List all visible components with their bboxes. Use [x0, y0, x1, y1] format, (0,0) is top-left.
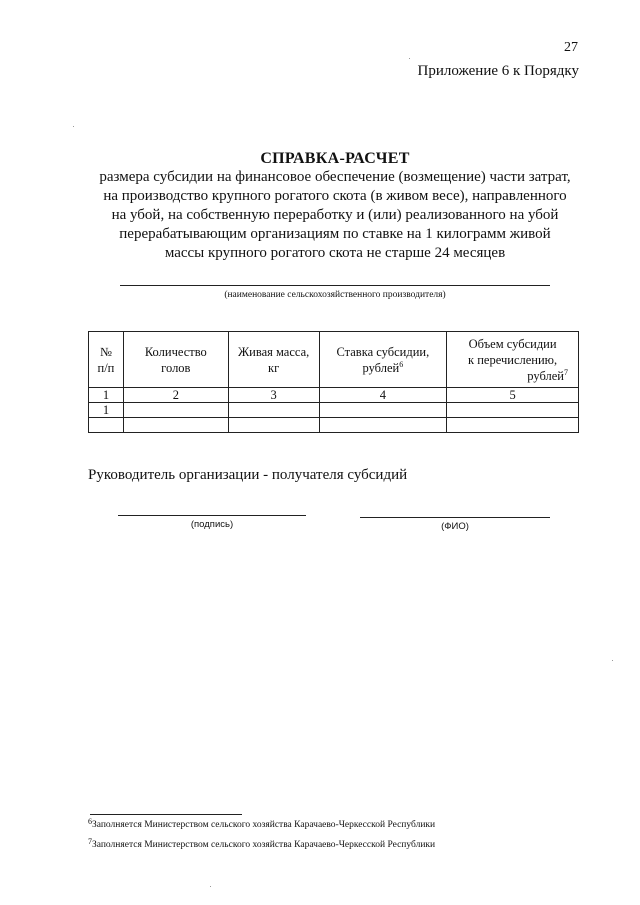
col-header-line: №: [99, 344, 112, 359]
footnote-text: Заполняется Министерством сельского хозяйства Карачаево-Черкесской Республики: [92, 820, 436, 830]
table-cell: [447, 403, 579, 418]
col-header-line: к перечислению,: [468, 352, 558, 367]
footnote-ref: 6: [399, 359, 404, 369]
col-header-line: Объем субсидии: [468, 336, 557, 351]
table-header-row: [89, 332, 579, 388]
producer-name-line: [120, 285, 550, 286]
col-header-line: рублей: [362, 360, 400, 375]
title-block: [70, 149, 600, 263]
col-header-number: [89, 332, 124, 388]
scan-speck: [210, 886, 211, 887]
col-header-line: голов: [161, 360, 191, 375]
subtitle-line: перерабатывающим организациям по ставке на 1 килограмм живой: [119, 226, 551, 242]
col-header-subsidy-amount: [447, 332, 579, 388]
calculation-table: [88, 331, 579, 433]
table-cell: [228, 418, 319, 433]
scan-speck: [409, 58, 410, 59]
table-cell: 2: [123, 388, 228, 403]
organization-head-label: Руководитель организации - получателя субсидий: [88, 467, 408, 483]
signature-line: [118, 515, 306, 516]
col-header-line: кг: [268, 360, 280, 375]
producer-caption: (наименование сельскохозяйственного производителя): [224, 290, 446, 300]
col-header-subsidy-rate: [319, 332, 447, 388]
subtitle-line: размера субсидии на финансовое обеспечение (возмещение) части затрат,: [99, 169, 571, 185]
subtitle-line: массы крупного рогатого скота не старше 24 месяцев: [164, 245, 506, 261]
fio-caption: (ФИО): [441, 521, 469, 532]
table-cell: 1: [89, 403, 124, 418]
table-cell: [123, 403, 228, 418]
col-header-line: Ставка субсидии,: [336, 344, 430, 359]
subtitle-line: на производство крупного рогатого скота (в живом весе), направленного: [103, 188, 567, 204]
table-cell: [89, 418, 124, 433]
table-row: [89, 388, 579, 403]
table-row: [89, 403, 579, 418]
appendix-label: Приложение 6 к Порядку: [417, 63, 579, 79]
col-header-line: Живая масса,: [237, 344, 310, 359]
col-header-line: Количество: [144, 344, 207, 359]
document-title: СПРАВКА-РАСЧЕТ: [260, 150, 410, 167]
footnote-mark: 7: [88, 837, 92, 846]
table-cell: 1: [89, 388, 124, 403]
scan-speck: [73, 126, 74, 127]
footnote: [88, 837, 436, 850]
table-cell: 5: [447, 388, 579, 403]
subtitle-line: на убой, на собственную переработку и (или) реализованного на убой: [111, 207, 559, 223]
table-cell: 3: [228, 388, 319, 403]
col-header-line: п/п: [97, 360, 115, 375]
col-header-head-count: [123, 332, 228, 388]
footnote: [88, 817, 436, 830]
scan-speck: [612, 660, 613, 661]
footnote-ref: 7: [564, 367, 568, 377]
footnote-separator: [90, 814, 242, 815]
table-cell: [319, 418, 447, 433]
footnote-mark: 6: [88, 817, 92, 826]
table-row: [89, 418, 579, 433]
table-cell: [228, 403, 319, 418]
col-header-live-weight: [228, 332, 319, 388]
table-cell: [123, 418, 228, 433]
table-cell: [319, 403, 447, 418]
col-header-line: рублей: [527, 368, 564, 383]
page-number: 27: [564, 40, 578, 55]
table-cell: 4: [319, 388, 447, 403]
fio-line: [360, 517, 550, 518]
signature-caption: (подпись): [190, 519, 234, 530]
footnote-text: Заполняется Министерством сельского хозяйства Карачаево-Черкесской Республики: [92, 840, 436, 850]
table-cell: [447, 418, 579, 433]
